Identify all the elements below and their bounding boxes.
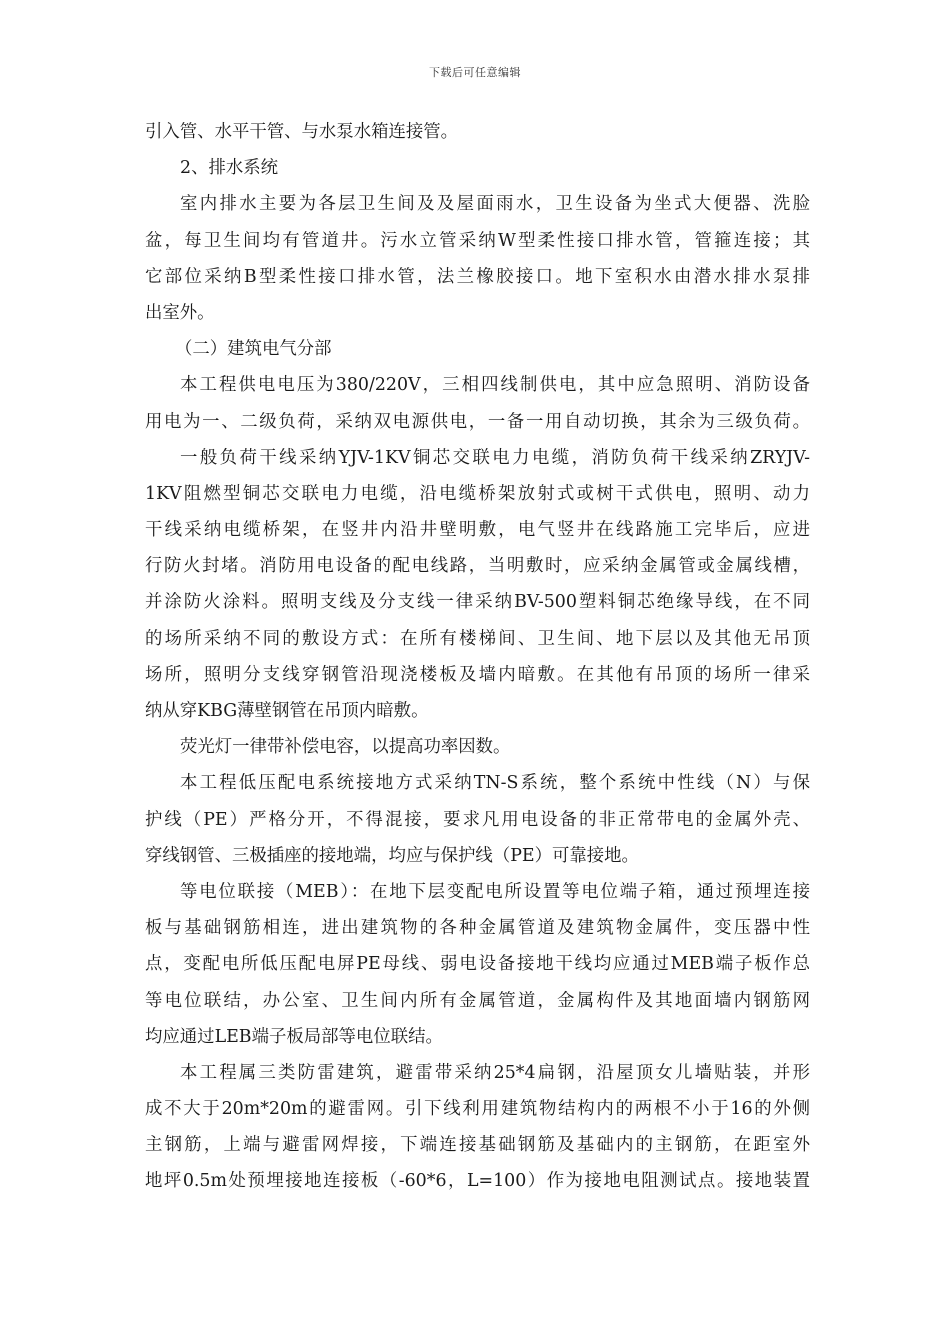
text-line: 一般负荷干线采纳YJV-1KV铜芯交联电力电缆，消防负荷干线采纳ZRYJV- bbox=[180, 447, 810, 468]
text-line: 1KV阻燃型铜芯交联电力电缆，沿电缆桥架放射式或树干式供电，照明、动力 bbox=[145, 483, 810, 504]
text-line: 场所，照明分支线穿钢管沿现浇楼板及墙内暗敷。在其他有吊顶的场所一律采 bbox=[145, 664, 810, 685]
text-line: 干线采纳电缆桥架，在竖井内沿井壁明敷，电气竖井在线路施工完毕后，应进 bbox=[145, 520, 810, 541]
text-line: 出室外。 bbox=[145, 302, 215, 323]
text-line: 本工程供电电压为380/220V，三相四线制供电，其中应急照明、消防设备 bbox=[180, 375, 810, 396]
text-line: 主钢筋，上端与避雷网焊接，下端连接基础钢筋及基础内的主钢筋，在距室外 bbox=[145, 1135, 810, 1156]
text-line: 盆，每卫生间均有管道井。污水立管采纳W型柔性接口排水管，管箍连接；其 bbox=[145, 230, 810, 251]
text-line: 行防火封堵。消防用电设备的配电线路，当明敷时，应采纳金属管或金属线槽， bbox=[145, 556, 810, 577]
text-line: 用电为一、二级负荷，采纳双电源供电，一备一用自动切换，其余为三级负荷。 bbox=[145, 411, 810, 432]
text-line: 等电位联接（MEB）：在地下层变配电所设置等电位端子箱，通过预埋连接 bbox=[180, 881, 810, 902]
text-line: 均应通过LEB端子板局部等电位联结。 bbox=[145, 1026, 443, 1047]
text-line: 纳从穿KBG薄壁钢管在吊顶内暗敷。 bbox=[145, 701, 429, 721]
document-body bbox=[145, 114, 810, 1200]
text-line: 引入管、水平干管、与水泵水箱连接管。 bbox=[145, 122, 459, 142]
text-line: 本工程低压配电系统接地方式采纳TN-S系统，整个系统中性线（N）与保 bbox=[180, 773, 810, 794]
text-line: 它部位采纳B型柔性接口排水管，法兰橡胶接口。地下室积水由潜水排水泵排 bbox=[145, 266, 810, 287]
text-line: 等电位联结，办公室、卫生间内所有金属管道，金属构件及其地面墙内钢筋网 bbox=[145, 990, 810, 1011]
text-line: 板与基础钢筋相连，进出建筑物的各种金属管道及建筑物金属件，变压器中性 bbox=[145, 918, 810, 939]
text-line: 本工程属三类防雷建筑，避雷带采纳25*4扁钢，沿屋顶女儿墙贴装，并形 bbox=[180, 1062, 810, 1083]
text-line: 地坪0.5m处预埋接地连接板（-60*6，L=100）作为接地电阻测试点。接地装置 bbox=[145, 1171, 810, 1192]
text-line: 成不大于20m*20m的避雷网。引下线利用建筑物结构内的两根不小于16的外侧 bbox=[145, 1099, 810, 1120]
text-line: 室内排水主要为各层卫生间及及屋面雨水，卫生设备为坐式大便器、洗脸 bbox=[180, 194, 810, 215]
text-line: 2、排水系统 bbox=[180, 158, 279, 179]
text-line: 护线（PE）严格分开，不得混接，要求凡用电设备的非正常带电的金属外壳、 bbox=[145, 809, 810, 830]
text-line: 穿线钢管、三极插座的接地端，均应与保护线（PE）可靠接地。 bbox=[145, 845, 639, 866]
page-header: 下载后可任意编辑 bbox=[429, 66, 521, 79]
text-line: 并涂防火涂料。照明支线及分支线一律采纳BV-500塑料铜芯绝缘导线，在不同 bbox=[145, 592, 810, 613]
text-line: 的场所采纳不同的敷设方式：在所有楼梯间、卫生间、地下层以及其他无吊顶 bbox=[145, 628, 810, 649]
text-line: 荧光灯一律带补偿电容，以提高功率因数。 bbox=[180, 737, 511, 758]
text-line: 点，变配电所低压配电屏PE母线、弱电设备接地干线均应通过MEB端子板作总 bbox=[145, 954, 810, 975]
text-line: （二）建筑电气分部 bbox=[175, 339, 332, 360]
